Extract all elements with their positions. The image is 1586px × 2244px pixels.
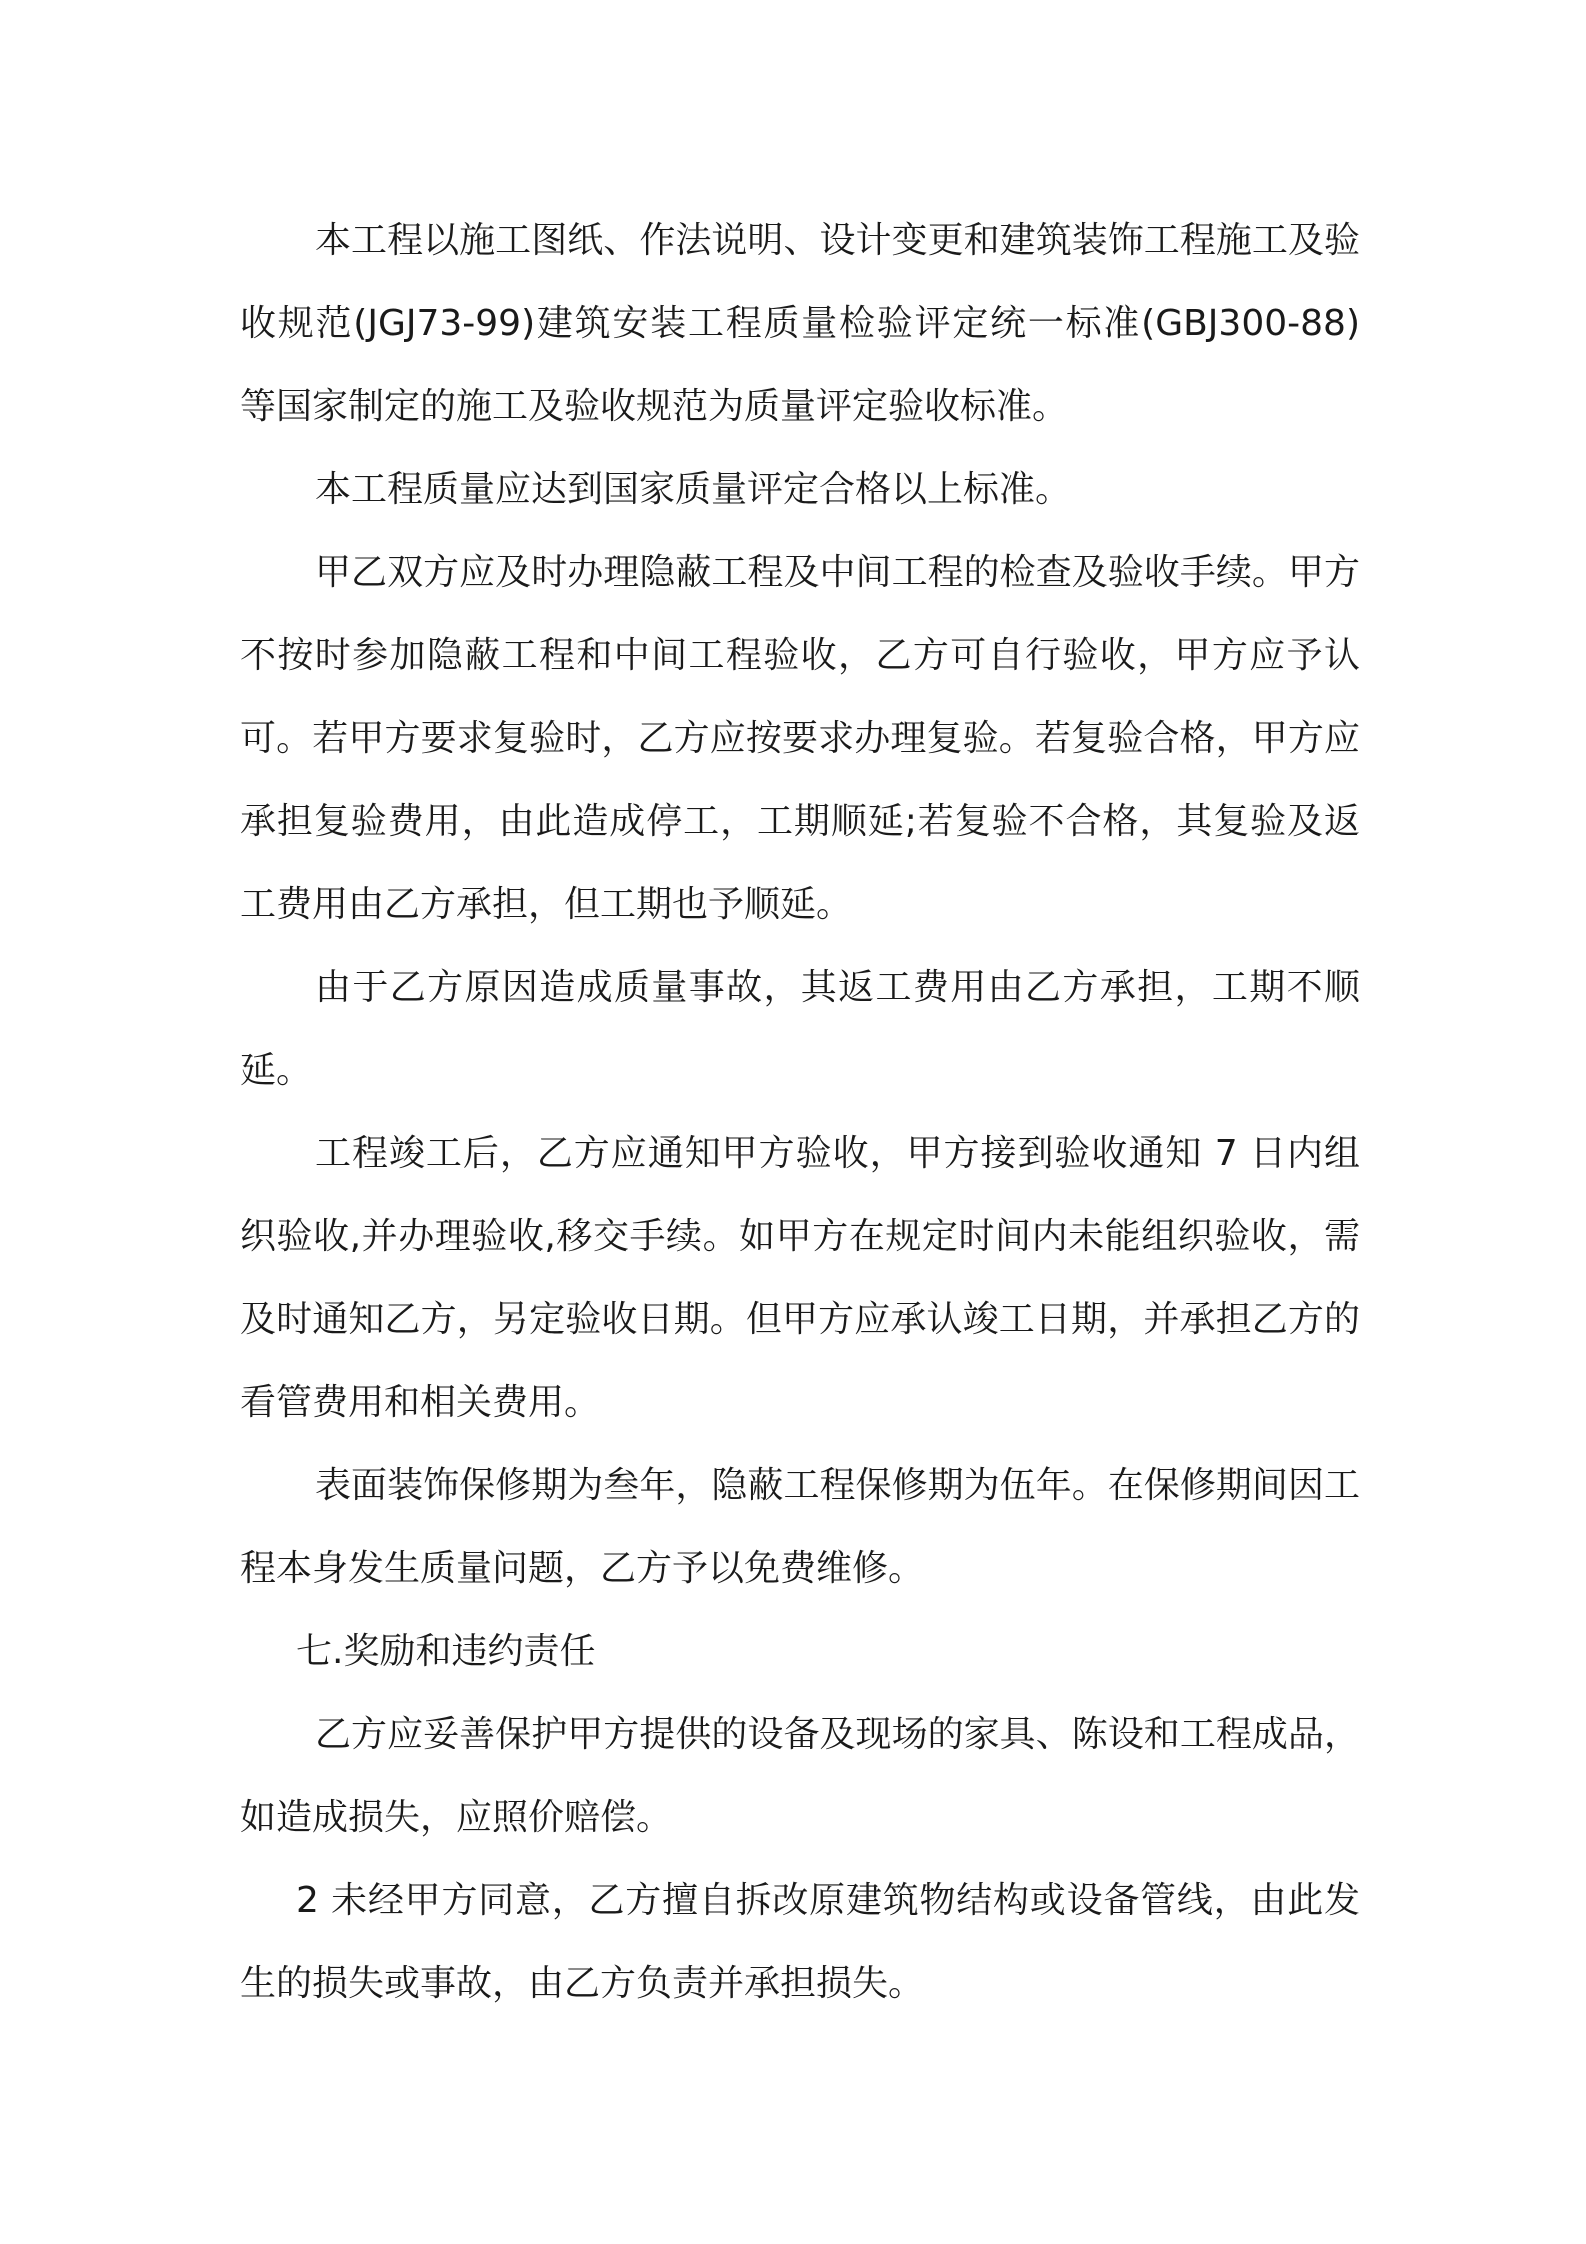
paragraph-quality-standard: 本工程以施工图纸、作法说明、设计变更和建筑装饰工程施工及验收规范(JGJ73-99)建筑安装工程质量检验评定统一标准(GBJ300-88)等国家制定的施工及验收规范为质量评定验收标准。 [240, 220, 1360, 427]
paragraph-quality-target: 本工程质量应达到国家质量评定合格以上标准。 [315, 469, 1072, 510]
section-item-protection: 乙方应妥善保护甲方提供的设备及现场的家具、陈设和工程成品，如造成损失，应照价赔偿。 [240, 1714, 1360, 1838]
section-item-unauthorized-alteration: 2 未经甲方同意，乙方擅自拆改原建筑物结构或设备管线，由此发生的损失或事故，由乙方负责并承担损失。 [240, 1880, 1360, 2004]
paragraph-warranty-period: 表面装饰保修期为叁年，隐蔽工程保修期为伍年。在保修期间因工程本身发生质量问题，乙方予以免费维修。 [240, 1465, 1360, 1589]
section-heading: 七.奖励和违约责任 [296, 1631, 596, 1672]
paragraph-quality-accident: 由于乙方原因造成质量事故，其返工费用由乙方承担，工期不顺延。 [240, 967, 1360, 1091]
document-page [240, 199, 1360, 2025]
paragraph-completion-acceptance: 工程竣工后，乙方应通知甲方验收，甲方接到验收通知 7 日内组织验收,并办理验收,移交手续。如甲方在规定时间内未能组织验收，需及时通知乙方，另定验收日期。但甲方应承认竣工日期，并承担乙方的看管费用和相关费用。 [240, 1133, 1360, 1423]
paragraph-hidden-works-inspection: 甲乙双方应及时办理隐蔽工程及中间工程的检查及验收手续。甲方不按时参加隐蔽工程和中间工程验收，乙方可自行验收，甲方应予认可。若甲方要求复验时，乙方应按要求办理复验。若复验合格，甲方应承担复验费用，由此造成停工，工期顺延;若复验不合格，其复验及返工费用由乙方承担，但工期也予顺延。 [240, 552, 1360, 925]
